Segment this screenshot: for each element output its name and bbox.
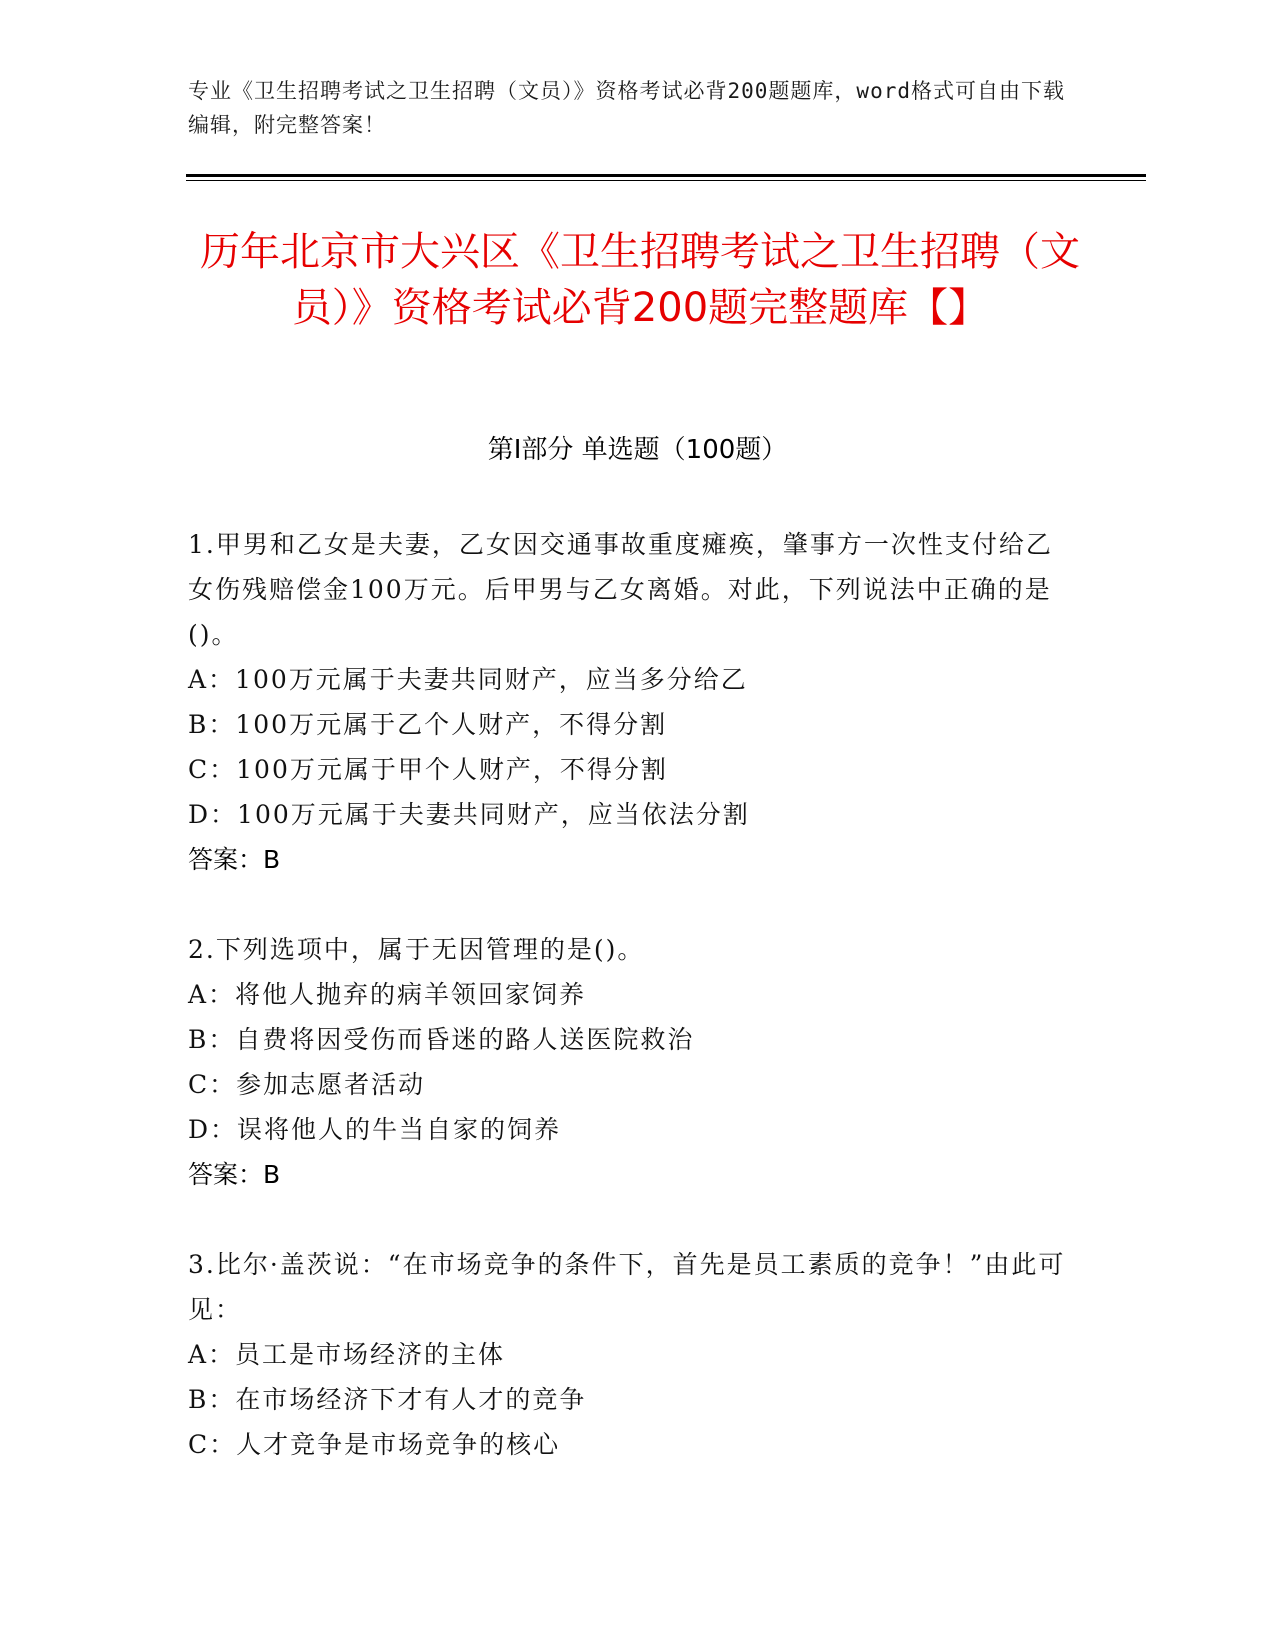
question-1 — [188, 522, 1068, 882]
document-title: 历年北京市大兴区《卫生招聘考试之卫生招聘（文员）》资格考试必背200题完整题库【】 — [200, 229, 1080, 331]
question-answer: 答案：B — [188, 845, 281, 874]
question-option: A：将他人抛弃的病羊领回家饲养 — [188, 980, 587, 1009]
question-2 — [188, 927, 1068, 1197]
question-stem: 3.比尔·盖茨说：“在市场竞争的条件下，首先是员工素质的竞争！”由此可见： — [188, 1250, 1066, 1324]
question-option: B：自费将因受伤而昏迷的路人送医院救治 — [188, 1025, 695, 1054]
question-option: B：在市场经济下才有人才的竞争 — [188, 1385, 587, 1414]
header-note: 专业《卫生招聘考试之卫生招聘（文员）》资格考试必背200题题库，word格式可自由下载编辑，附完整答案！ — [188, 79, 1065, 137]
question-3 — [188, 1242, 1068, 1467]
question-option: B：100万元属于乙个人财产，不得分割 — [188, 710, 668, 739]
header-divider-thin — [186, 180, 1146, 181]
question-list — [188, 522, 1068, 1512]
question-answer: 答案：B — [188, 1160, 281, 1189]
question-stem: 1.甲男和乙女是夫妻，乙女因交通事故重度瘫痪，肇事方一次性支付给乙女伤残赔偿金100万元。后甲男与乙女离婚。对此，下列说法中正确的是()。 — [188, 530, 1053, 649]
question-option: C：100万元属于甲个人财产，不得分割 — [188, 755, 668, 784]
question-option: D：100万元属于夫妻共同财产，应当依法分割 — [188, 800, 750, 829]
header-divider-thick — [186, 174, 1146, 177]
question-option: D：误将他人的牛当自家的饲养 — [188, 1115, 562, 1144]
section-title: 第I部分 单选题（100题） — [487, 435, 788, 465]
question-option: A：员工是市场经济的主体 — [188, 1340, 506, 1369]
question-stem: 2.下列选项中，属于无因管理的是()。 — [188, 935, 645, 964]
question-option: A：100万元属于夫妻共同财产，应当多分给乙 — [188, 665, 748, 694]
question-option: C：参加志愿者活动 — [188, 1070, 426, 1099]
question-option: C：人才竞争是市场竞争的核心 — [188, 1430, 561, 1459]
